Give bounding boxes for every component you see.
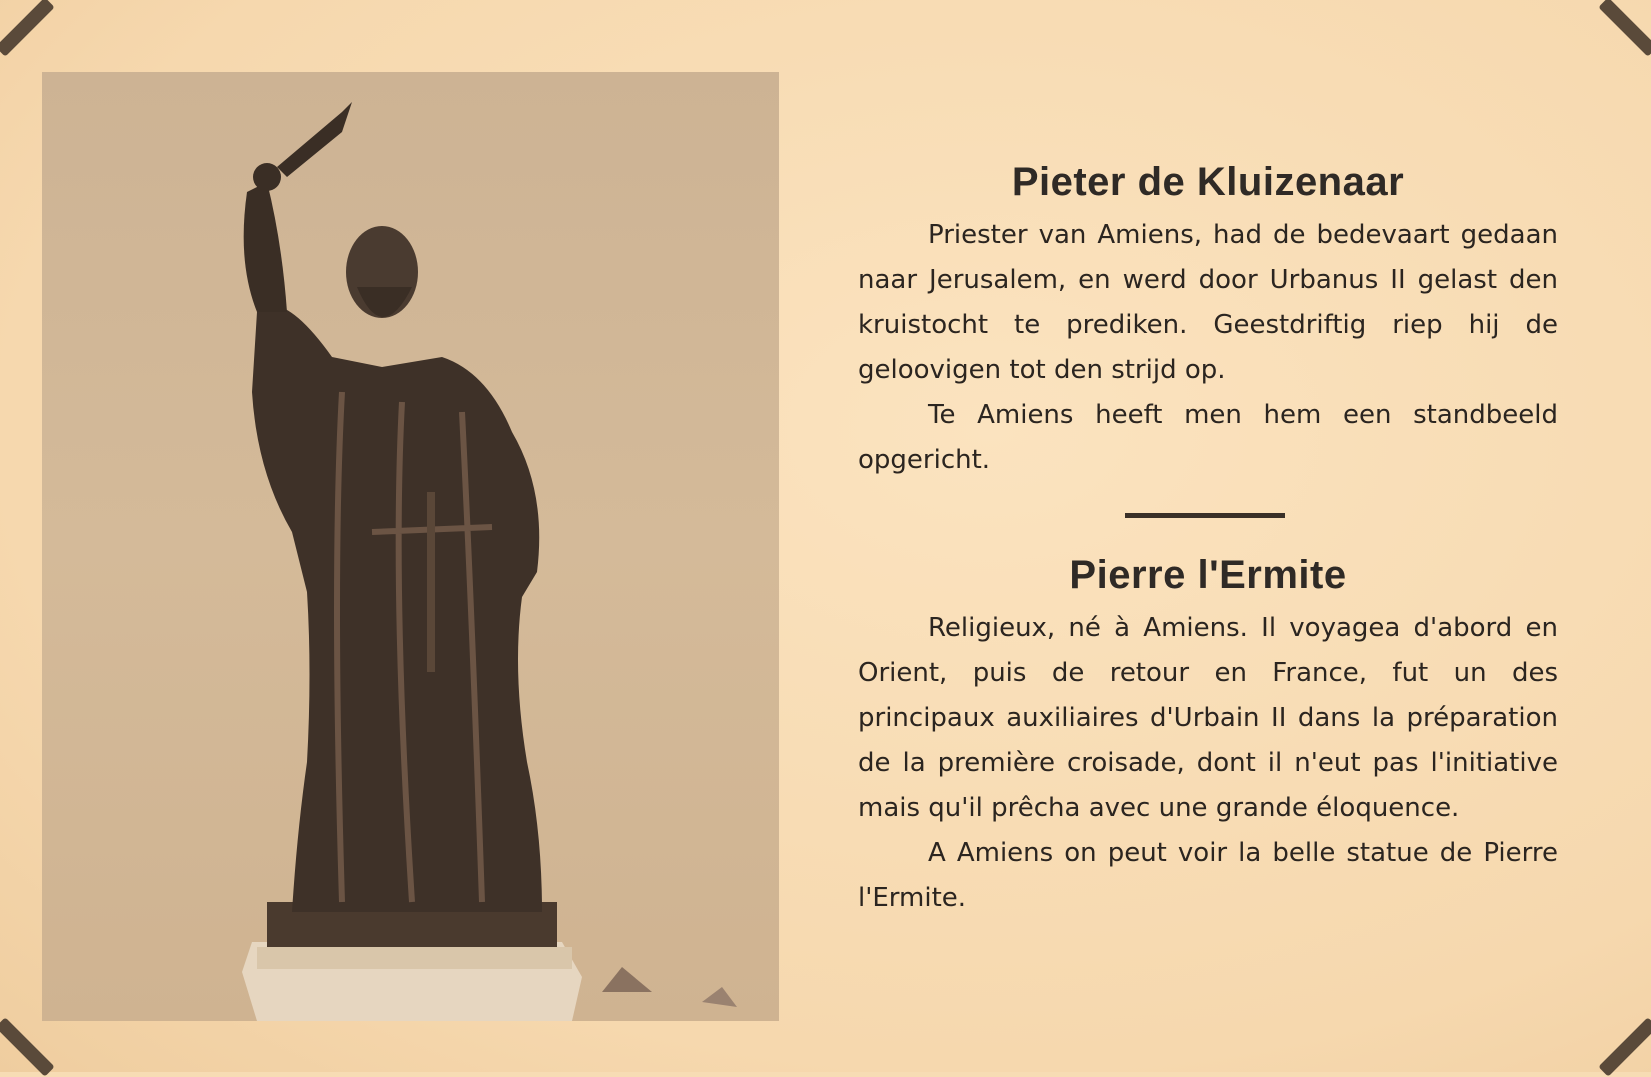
french-title: Pierre l'Ermite (1069, 553, 1347, 597)
french-section (858, 553, 1558, 921)
dutch-section (858, 160, 1558, 483)
photo-corner-top-left (0, 0, 55, 57)
dutch-text (858, 213, 1558, 483)
photo-corner-top-right (1598, 0, 1651, 57)
statue-photograph (42, 72, 779, 1021)
section-divider (1125, 513, 1285, 518)
french-paragraph-1: Religieux, né à Amiens. Il voyagea d'abord en Orient, puis de retour en France, fut un des principaux auxiliaires d'Urbain II dans la préparation de la première croisade, dont il n'eut pas l'initiative mais qu'il prêcha avec une grande éloquence. (858, 613, 1558, 823)
dutch-paragraph-1: Priester van Amiens, had de bedevaart gedaan naar Jerusalem, en werd door Urbanus II gelast den kruistocht te prediken. Geestdriftig riep hij de geloovigen tot den strijd op. (858, 220, 1558, 385)
french-text (858, 606, 1558, 921)
photo-corner-bottom-left (0, 1017, 55, 1076)
dutch-paragraph-2: Te Amiens heeft men hem een standbeeld opgericht. (858, 400, 1558, 475)
dutch-title: Pieter de Kluizenaar (1011, 160, 1405, 204)
photo-corner-bottom-right (1598, 1017, 1651, 1076)
statue-illustration (42, 72, 779, 1021)
french-paragraph-2: A Amiens on peut voir la belle statue de Pierre l'Ermite. (858, 838, 1558, 913)
